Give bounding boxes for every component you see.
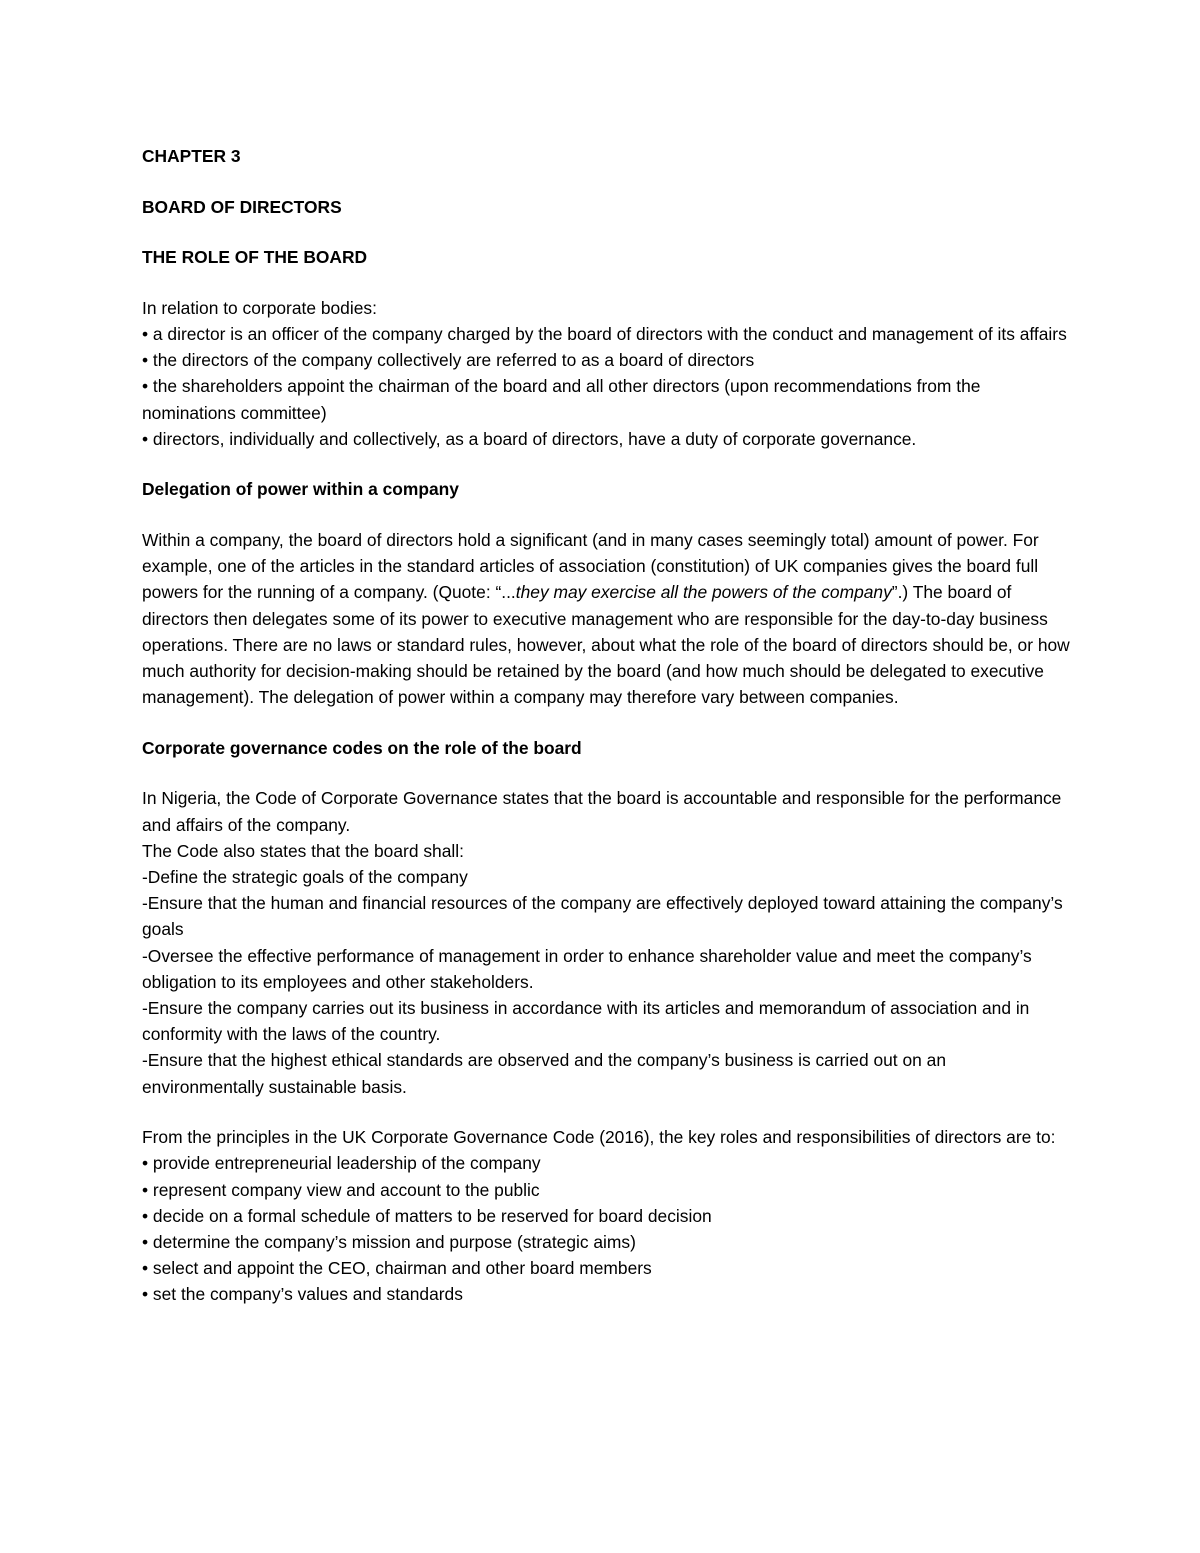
delegation-text-before-quote: Within a company, the board of directors hold a significant (and in many cases seemingly total) amount of power. For example, one of the articles in the standard articles of association (constitution) of UK companies gives the board full powers for the running of a company. (Quote: “...	[142, 529, 1039, 603]
intro-bullet: • the shareholders appoint the chairman of the board and all other directors (upon recommendations from the nominations committee)	[142, 376, 981, 423]
delegation-text-after-quote: ”.) The board of directors then delegates some of its power to executive management who are responsible for the day-to-day business operations. There are no laws or standard rules, however, about what the role of the board of directors should be, or how much authority for decision-making should be retained by the board (and how much should be delegated to executive management). The delegation of power within a company may therefore vary between companies.	[142, 582, 1070, 708]
uk-intro: From the principles in the UK Corporate Governance Code (2016), the key roles and responsibilities of directors are to:	[142, 1127, 1056, 1148]
uk-item: • represent company view and account to the public	[142, 1179, 540, 1200]
uk-item: • set the company’s values and standards	[142, 1284, 463, 1305]
uk-item: • determine the company’s mission and purpose (strategic aims)	[142, 1232, 636, 1253]
codes-heading: Corporate governance codes on the role of the board	[142, 737, 582, 758]
nigeria-code-block	[142, 785, 1072, 1099]
document-title: BOARD OF DIRECTORS	[142, 196, 342, 217]
nigeria-item: -Define the strategic goals of the company	[142, 867, 468, 887]
nigeria-item: -Ensure that the human and financial resources of the company are effectively deployed toward attaining the company’s goals	[142, 893, 1063, 940]
delegation-heading: Delegation of power within a company	[142, 479, 459, 500]
document-body	[142, 143, 1072, 1308]
uk-item: • select and appoint the CEO, chairman and other board members	[142, 1258, 652, 1279]
nigeria-item: -Ensure that the highest ethical standards are observed and the company’s business is carried out on an environmentally sustainable basis.	[142, 1050, 946, 1097]
uk-code-block	[142, 1124, 1072, 1307]
nigeria-intro: In Nigeria, the Code of Corporate Governance states that the board is accountable and responsible for the performance and affairs of the company.	[142, 788, 1062, 835]
chapter-label: CHAPTER 3	[142, 146, 241, 166]
delegation-paragraph	[142, 527, 1072, 710]
intro-block	[142, 295, 1072, 452]
nigeria-item: -Ensure the company carries out its business in accordance with its articles and memorandum of association and in conformity with the laws of the country.	[142, 998, 1030, 1045]
section-title: THE ROLE OF THE BOARD	[142, 247, 368, 268]
nigeria-item: -Oversee the effective performance of management in order to enhance shareholder value and meet the company’s obligation to its employees and other stakeholders.	[142, 945, 1032, 992]
intro-bullet: • the directors of the company collectively are referred to as a board of directors	[142, 350, 755, 371]
delegation-quote: they may exercise all the powers of the company	[515, 582, 892, 603]
intro-lead: In relation to corporate bodies:	[142, 297, 377, 318]
intro-bullet: • directors, individually and collectively, as a board of directors, have a duty of corporate governance.	[142, 428, 917, 449]
nigeria-lead: The Code also states that the board shall:	[142, 840, 464, 861]
intro-bullet: • a director is an officer of the company charged by the board of directors with the conduct and management of its affairs	[142, 323, 1067, 344]
uk-item: • provide entrepreneurial leadership of the company	[142, 1153, 541, 1174]
uk-item: • decide on a formal schedule of matters to be reserved for board decision	[142, 1205, 712, 1226]
